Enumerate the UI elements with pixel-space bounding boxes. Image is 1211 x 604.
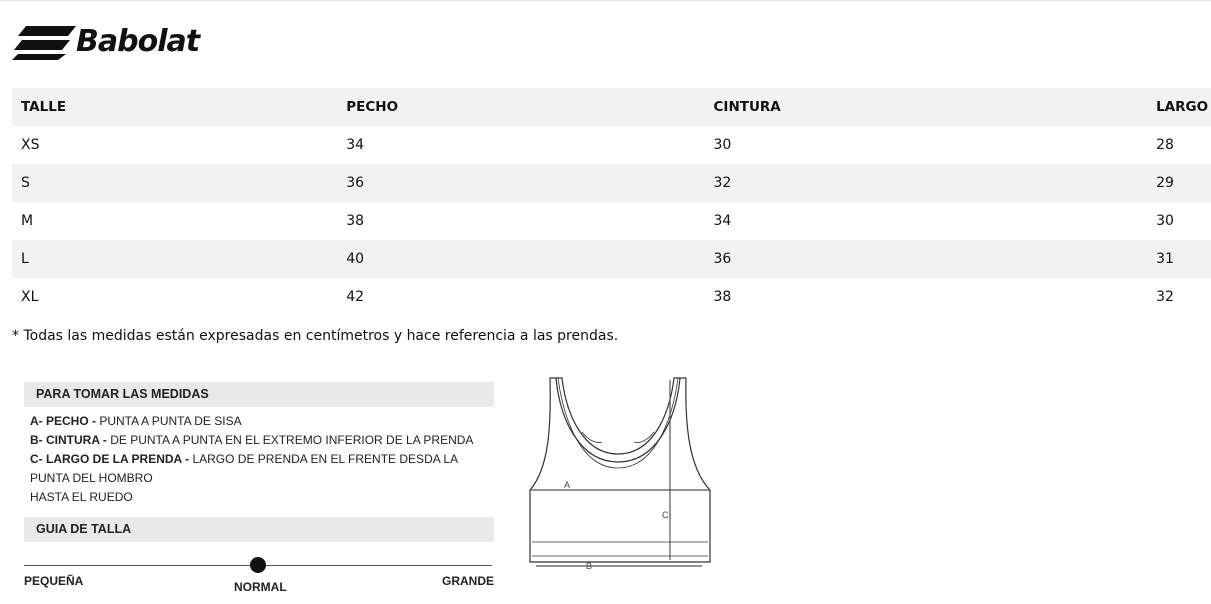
brand-name: Babolat (76, 24, 200, 59)
table-row (12, 164, 1211, 202)
table-header-row (12, 88, 1211, 126)
label-c: C (662, 510, 669, 520)
cell-largo: 29 (1156, 175, 1174, 191)
fit-scale (24, 556, 494, 600)
cell-talle: XL (21, 289, 39, 305)
size-guide (24, 517, 494, 542)
cell-cintura: 36 (713, 251, 732, 267)
cell-cintura: 30 (713, 137, 732, 153)
measure-b: B- CINTURA - DE PUNTA A PUNTA EN EL EXTREMO INFERIOR DE LA PRENDA (30, 433, 474, 447)
label-b: B (586, 561, 593, 571)
cell-pecho: 40 (346, 251, 365, 267)
cell-pecho: 36 (346, 175, 365, 191)
cell-talle: XS (21, 137, 40, 153)
cell-largo: 32 (1156, 289, 1174, 305)
measurement-note: * Todas las medidas están expresadas en centímetros y hace referencia a las prendas. (12, 328, 619, 344)
header-largo: LARGO (1156, 99, 1209, 115)
header-pecho: PECHO (346, 99, 399, 115)
cell-largo: 28 (1156, 137, 1174, 153)
cell-pecho: 42 (346, 289, 365, 305)
header-cintura: CINTURA (713, 99, 781, 115)
cell-cintura: 34 (713, 213, 732, 229)
measure-a: A- PECHO - PUNTA A PUNTA DE SISA (30, 414, 242, 428)
table-row (12, 278, 1211, 316)
measure-c: C- LARGO DE LA PRENDA - LARGO DE PRENDA EN EL FRENTE DESDA LA PUNTA DEL HOMBRO (30, 452, 458, 485)
cell-talle: S (21, 175, 30, 191)
cell-largo: 31 (1156, 251, 1174, 267)
measure-title: PARA TOMAR LAS MEDIDAS (24, 382, 494, 407)
guide-title: GUIA DE TALLA (24, 517, 494, 542)
measure-c-continued: HASTA EL RUEDO (30, 490, 133, 504)
fit-indicator-dot (250, 557, 266, 573)
cell-cintura: 32 (713, 175, 732, 191)
measure-instructions (24, 382, 494, 507)
cell-cintura: 38 (713, 289, 732, 305)
cell-largo: 30 (1156, 213, 1174, 229)
fit-label-small: PEQUEÑA (24, 574, 84, 588)
fit-label-normal: NORMAL (234, 580, 287, 594)
header-talle: TALLE (21, 99, 67, 115)
cell-talle: L (21, 251, 29, 267)
label-a: A (564, 480, 571, 490)
size-table (12, 88, 1211, 316)
cell-pecho: 38 (346, 213, 365, 229)
table-row (12, 202, 1211, 240)
cell-talle: M (21, 213, 34, 229)
garment-diagram (522, 372, 714, 572)
cell-pecho: 34 (346, 137, 365, 153)
top-divider (0, 0, 1211, 1)
table-row (12, 126, 1211, 164)
fit-label-large: GRANDE (441, 574, 494, 588)
table-row (12, 240, 1211, 278)
